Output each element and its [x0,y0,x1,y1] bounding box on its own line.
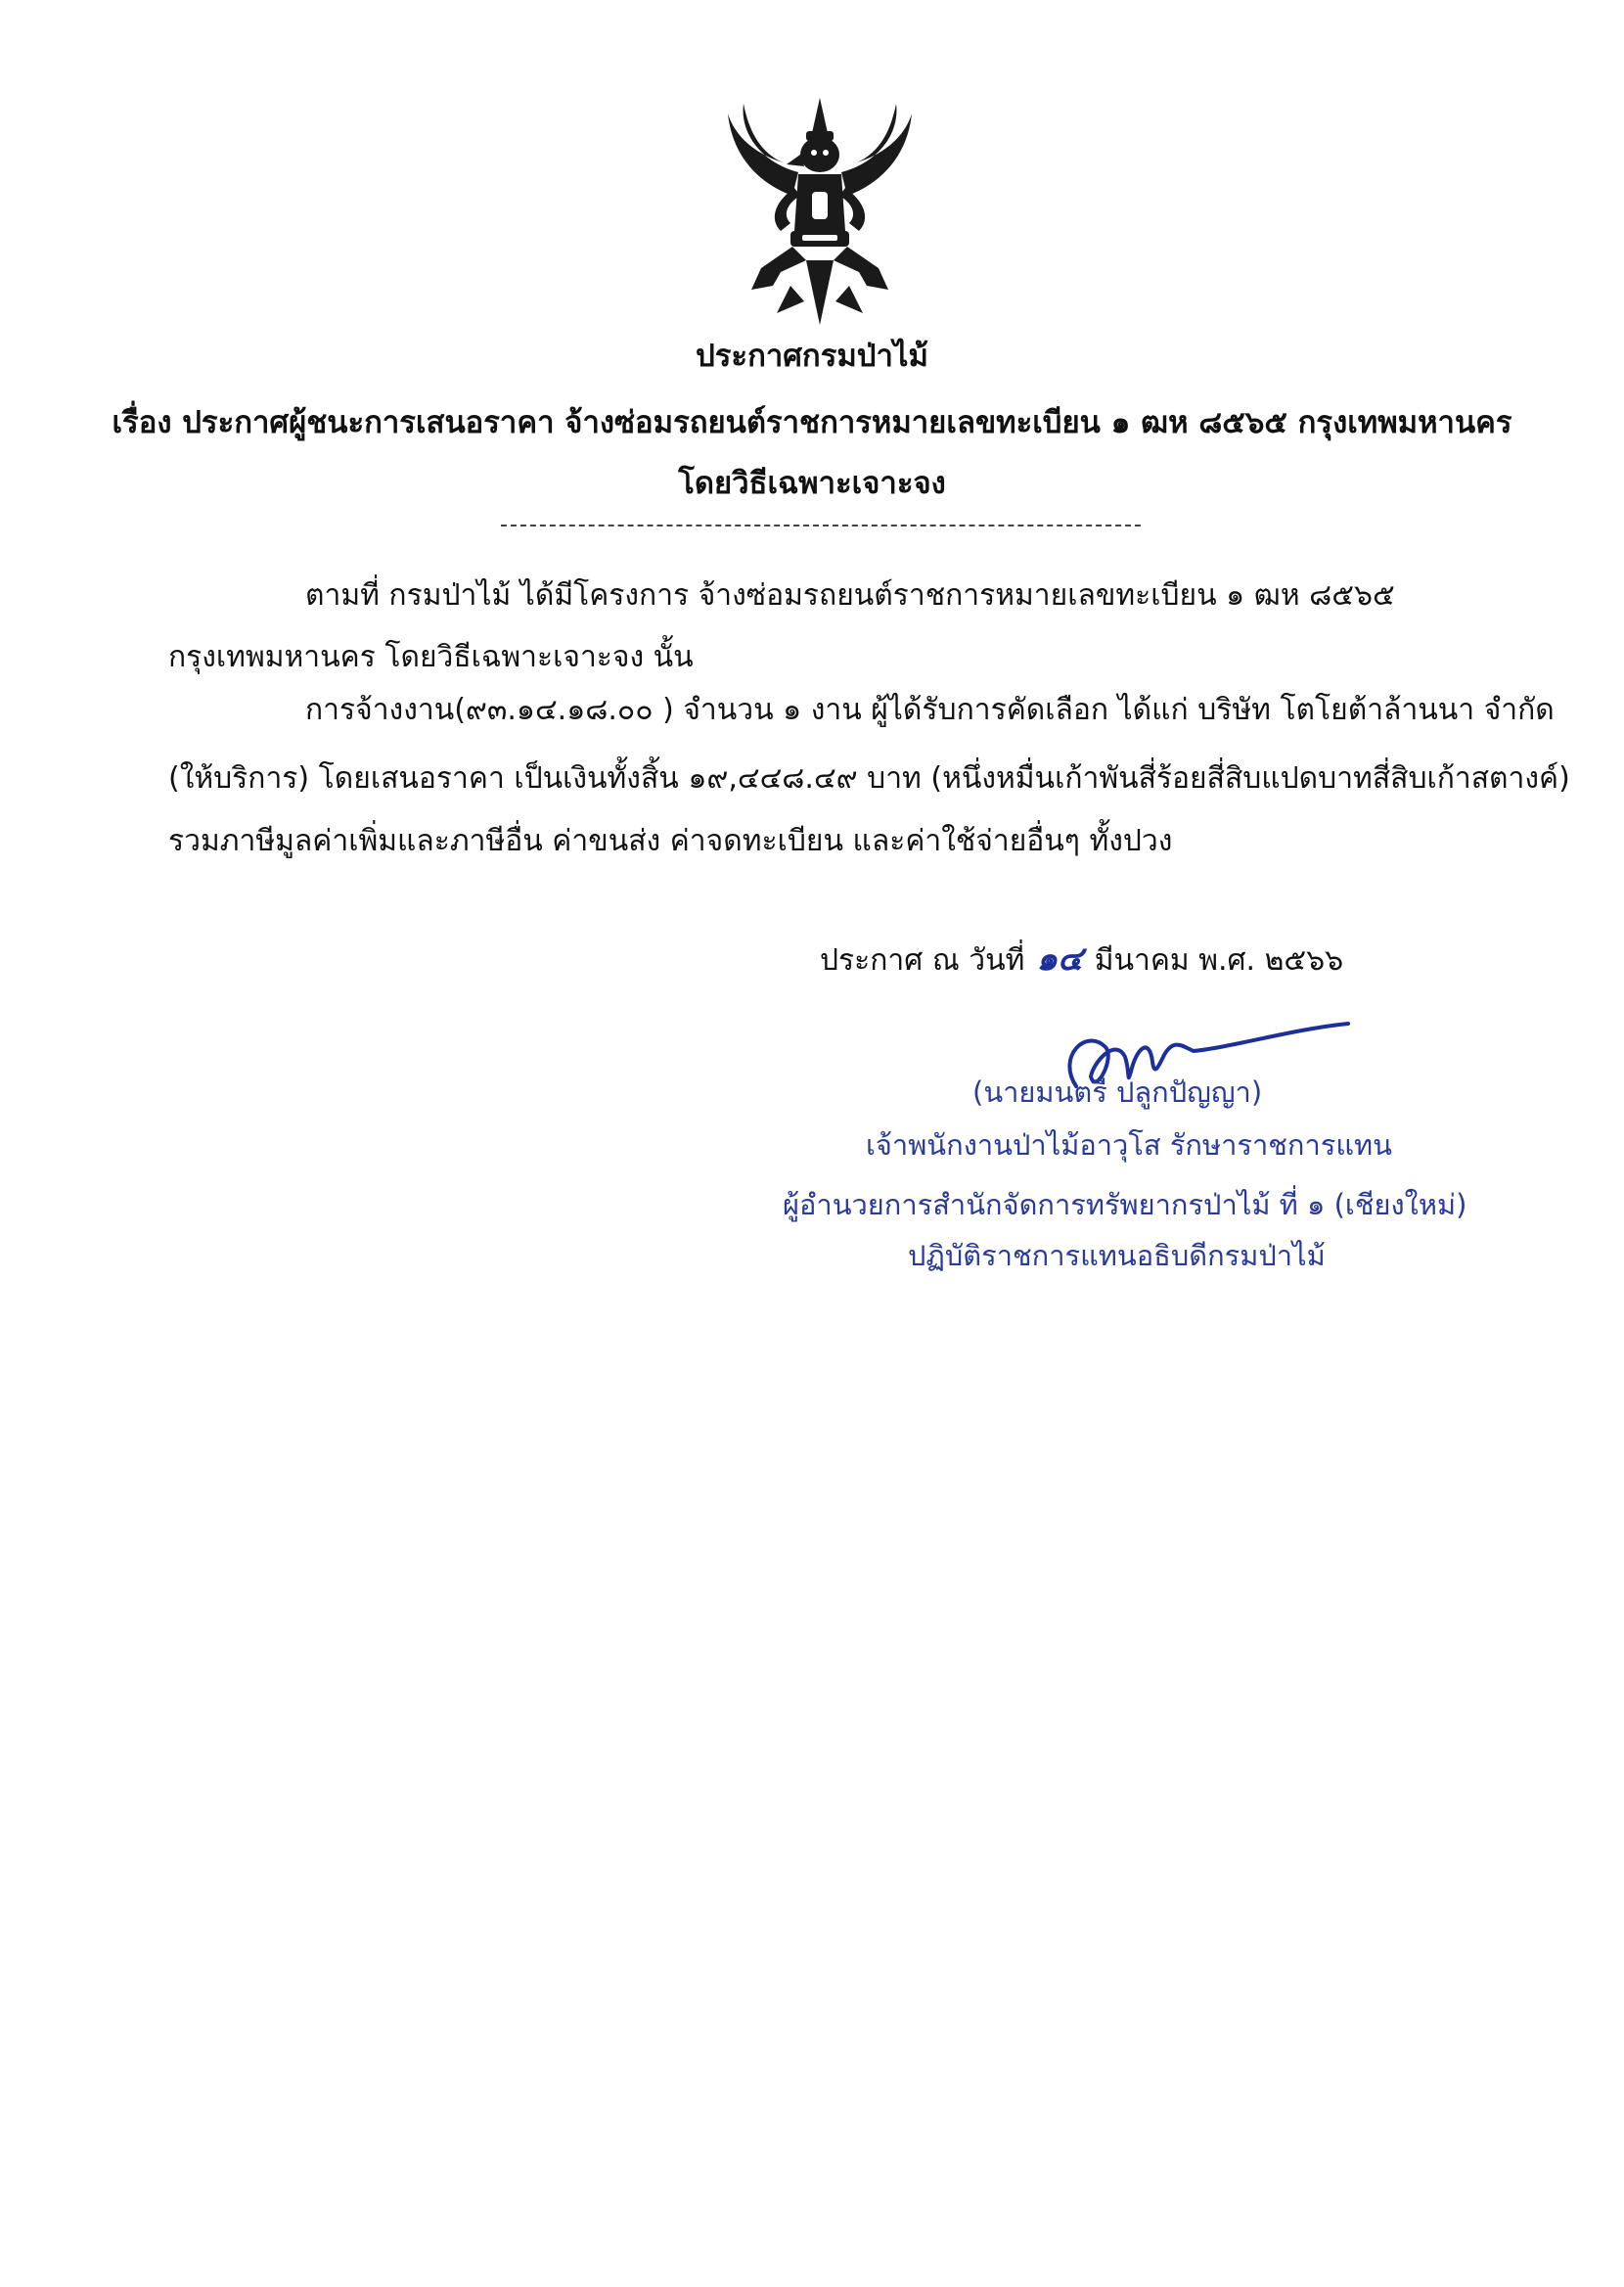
paragraph-1-line-1: ตามที่ กรมป่าไม้ ได้มีโครงการ จ้างซ่อมรถยนต์ราชการหมายเลขทะเบียน ๑ ฒห ๘๕๖๕ [305,578,1395,613]
procurement-method: โดยวิธีเฉพาะเจาะจง [678,466,946,501]
paragraph-2-line-1: การจ้างงาน(๙๓.๑๔.๑๘.๐๐ ) จำนวน ๑ งาน ผู้ได้รับการคัดเลือก ได้แก่ บริษัท โตโยต้าล้านนา จำกัด [305,693,1555,727]
signatory-position-1: เจ้าพนักงานป่าไม้อาวุโส รักษาราชการแทน [866,1128,1392,1162]
garuda-emblem-icon [722,94,918,329]
signatory-position-2: ผู้อำนวยการสำนักจัดการทรัพยากรป่าไม้ ที่ ๑ (เชียงใหม่) [783,1188,1467,1221]
date-suffix: มีนาคม พ.ศ. ๒๕๖๖ [1094,943,1344,978]
signatory-position-3: ปฏิบัติราชการแทนอธิบดีกรมป่าไม้ [908,1239,1326,1272]
date-prefix: ประกาศ ณ วันที่ [820,943,1025,978]
date-day: ๑๔ [1036,939,1083,979]
document-title: ประกาศกรมป่าไม้ [696,339,928,374]
paragraph-2-line-2: (ให้บริการ) โดยเสนอราคา เป็นเงินทั้งสิ้น ๑๙,๔๔๘.๔๙ บาท (หนึ่งหมื่นเก้าพันสี่ร้อยสี่สิบแปดบาทสี่สิบเก้าสตางค์) [168,761,1570,796]
paragraph-2-line-3: รวมภาษีมูลค่าเพิ่มและภาษีอื่น ค่าขนส่ง ค่าจดทะเบียน และค่าใช้จ่ายอื่นๆ ทั้งปวง [168,824,1173,858]
paragraph-1-line-2: กรุงเทพมหานคร โดยวิธีเฉพาะเจาะจง นั้น [168,640,694,674]
signatory-name: (นายมนตรี ปลูกปัญญา) [972,1075,1263,1109]
announcement-date [820,932,1343,984]
divider [501,525,1141,526]
document-subject: เรื่อง ประกาศผู้ชนะการเสนอราคา จ้างซ่อมรถยนต์ราชการหมายเลขทะเบียน ๑ ฒห ๘๕๖๕ กรุงเทพมหานคร [112,405,1512,440]
